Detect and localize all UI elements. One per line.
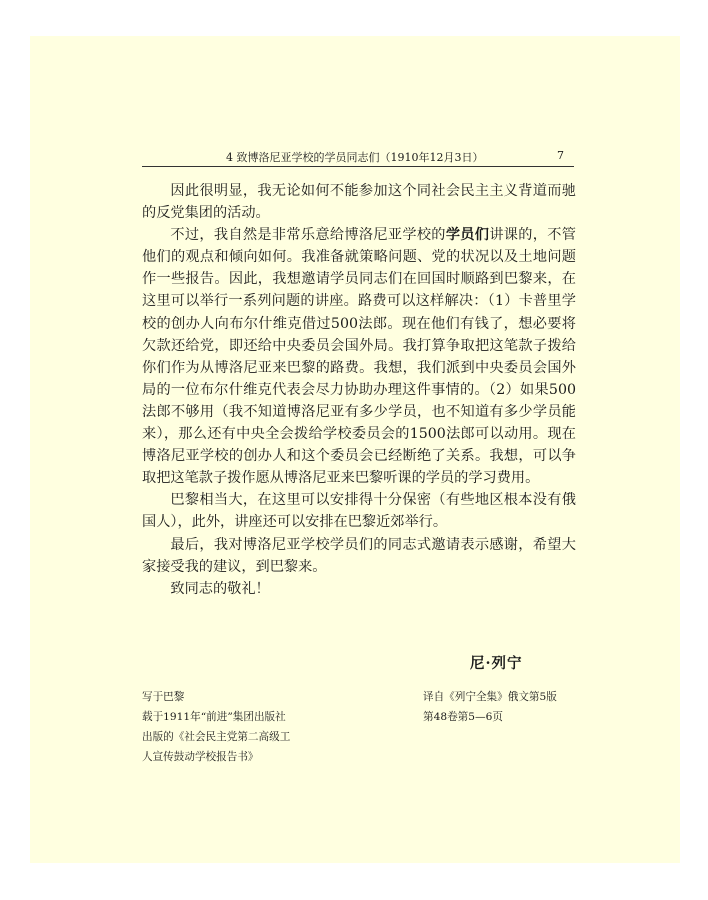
note-line: 写于巴黎 xyxy=(142,691,185,703)
header-title: 4 致博洛尼亚学校的学员同志们（1910年12月3日） xyxy=(226,151,484,164)
letter-body xyxy=(142,180,576,600)
paragraph-4: 最后，我对博洛尼亚学校学员们的同志式邀请表示感谢，希望大家接受我的建议，到巴黎来。 xyxy=(142,536,576,575)
note-line: 人宣传鼓动学校报告书》 xyxy=(142,751,259,763)
closing-salutation: 致同志的敬礼！ xyxy=(170,580,270,597)
page-number: 7 xyxy=(557,149,564,162)
signature: 尼·列宁 xyxy=(470,655,523,672)
source-note-left xyxy=(142,687,352,767)
emphasis-students: 学员们 xyxy=(445,227,490,244)
paragraph-3: 巴黎相当大，在这里可以安排得十分保密（有些地区根本没有俄国人），此外，讲座还可以安排在巴黎近郊举行。 xyxy=(142,492,576,531)
note-line: 出版的《社会民主党第二高级工 xyxy=(142,731,291,743)
paragraph-2: 不过，我自然是非常乐意给博洛尼亚学校的学员们讲课的，不管他们的观点和倾向如何。我准备就策略问题、党的状况以及土地问题作一些报告。因此，我想邀请学员同志们在回国时顺路到巴黎来，在这里可以举行一系列问题的讲座。路费可以这样解决：（1）卡普里学校的创办人向布尔什维克借过500法郎。现在他们有钱了，想必要将欠款还给党，即还给中央委员会国外局。我打算争取把这笔款子拨给你们作为从博洛尼亚来巴黎的路费。我想，我们派到中央委员会国外局的一位布尔什维克代表会尽力协助办理这件事情的。（2）如果500法郎不够用（我不知道博洛尼亚有多少学员，也不知道有多少学员能来），那么还有中央全会拨给学校委员会的1500法郎可以动用。现在博洛尼亚学校的创办人和这个委员会已经断绝了关系。我想，可以争取把这笔款子拨作愿从博洛尼亚来巴黎听课的学员的学习费用。 xyxy=(142,227,576,487)
note-line: 第48卷第5—6页 xyxy=(423,711,503,723)
paragraph-1: 因此很明显，我无论如何不能参加这个同社会民主主义背道而驰的反党集团的活动。 xyxy=(142,183,576,222)
source-note-right xyxy=(423,687,593,727)
note-line: 载于1911年“前进”集团出版社 xyxy=(142,711,286,723)
note-line: 译自《列宁全集》俄文第5版 xyxy=(423,691,557,703)
running-header xyxy=(142,146,574,167)
